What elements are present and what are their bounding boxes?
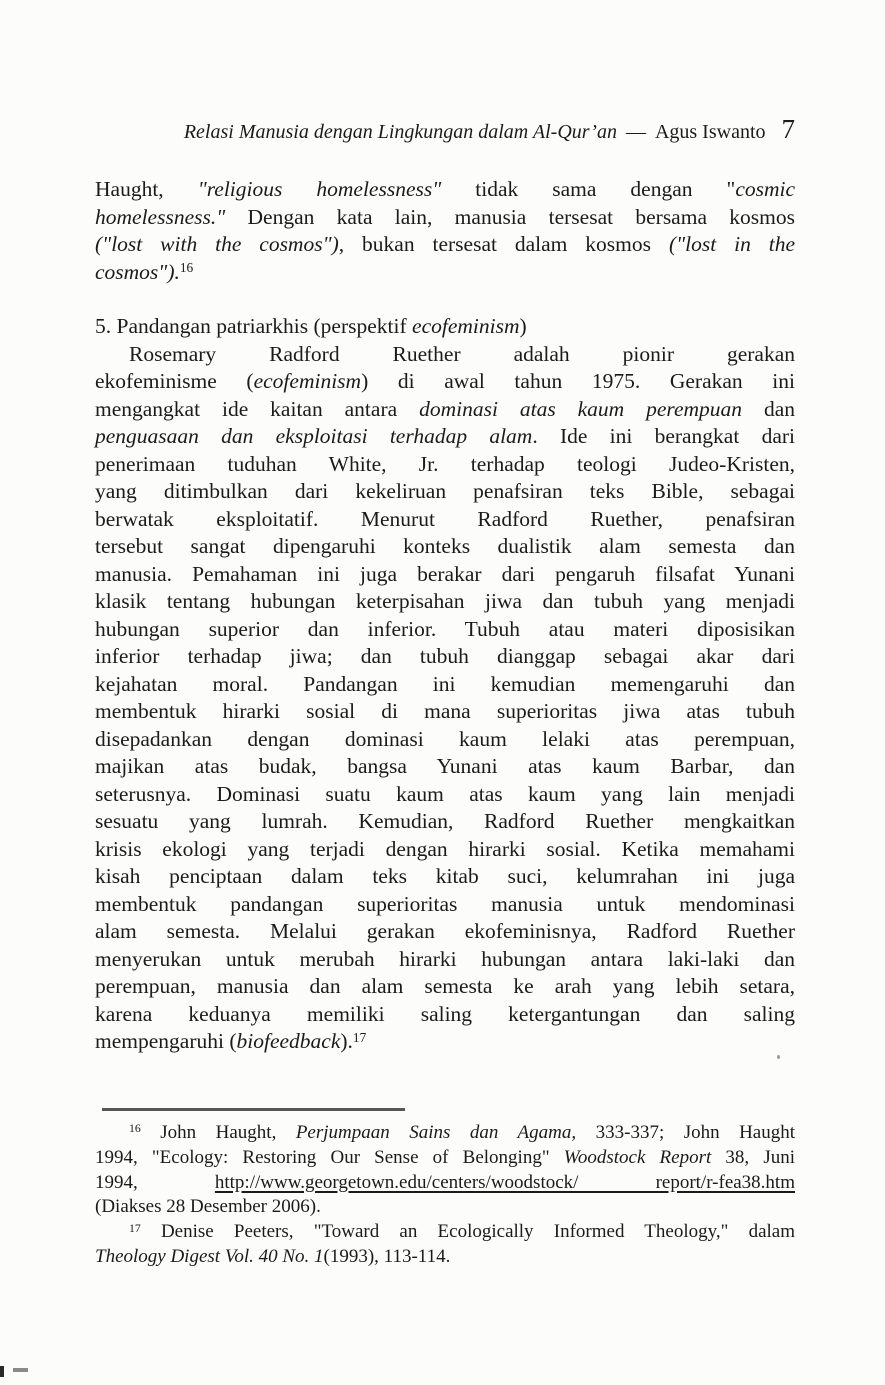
text-segment: cosmos"). — [95, 259, 180, 284]
text-line — [95, 973, 795, 1001]
text-segment: ("lost in the — [668, 232, 795, 256]
text-segment: membentuk pandangan superioritas manusia untuk mendominasi — [95, 891, 795, 916]
text-segment: 5. Pandangan patriarkhis (perspektif — [95, 314, 413, 338]
text-line — [95, 946, 795, 974]
text-segment: Perjumpaan Sains dan Agama, — [295, 1122, 577, 1143]
text-segment: alam semesta. Melalui gerakan ekofeminisnya, Radford Ruether — [95, 919, 795, 943]
footnotes-block — [95, 1121, 795, 1270]
header-author: Agus Iswanto — [654, 121, 766, 143]
footnote-17 — [95, 1220, 795, 1270]
text-line — [95, 423, 795, 451]
text-segment: , bukan tersesat dalam kosmos — [338, 232, 669, 256]
text-line — [95, 588, 795, 616]
text-segment: manusia. Pemahaman ini juga berakar dari pengaruh filsafat Yunani — [95, 561, 795, 586]
text-segment: ("lost with the cosmos") — [95, 232, 339, 256]
text-segment: disepadankan dengan dominasi kaum lelaki atas perempuan, — [95, 726, 795, 751]
text-segment: karena keduanya memiliki saling ketergantungan dan saling — [95, 1001, 795, 1026]
text-segment: ) — [519, 314, 527, 338]
text-segment: mengangkat ide kaitan antara — [95, 396, 420, 421]
text-segment: homelessness." — [95, 204, 226, 229]
footnote-reference: 17 — [352, 1029, 367, 1045]
text-line — [95, 506, 795, 534]
text-segment: Rosemary Radford Ruether adalah pionir gerakan — [129, 341, 795, 366]
footnote-reference: 16 — [179, 260, 194, 276]
text-line — [95, 643, 795, 671]
text-segment: 333-337; John Haught — [576, 1122, 796, 1143]
text-segment: dominasi atas kaum perempuan — [419, 396, 743, 421]
text-segment: tidak sama dengan " — [441, 177, 736, 201]
text-line — [95, 231, 795, 259]
text-line — [95, 1001, 795, 1029]
scan-artifact-mark — [0, 1366, 4, 1377]
text-segment: menyerukan untuk merubah hirarki hubungan antara laki-laki dan — [95, 946, 795, 971]
text-line — [95, 891, 795, 919]
scan-artifact-speck — [777, 1055, 780, 1059]
text-segment: biofeedback — [236, 1029, 341, 1053]
text-segment: inferior terhadap jiwa; dan tubuh dianggap sebagai akar dari — [95, 644, 795, 668]
running-header — [95, 114, 795, 145]
text-line — [95, 368, 795, 396]
text-line — [95, 1121, 795, 1146]
text-line — [95, 1245, 795, 1270]
text-line — [95, 671, 795, 699]
text-segment: (Diakses 28 Desember 2006). — [95, 1196, 321, 1218]
text-segment: Theology Digest Vol. 40 No. 1 — [95, 1245, 324, 1267]
text-segment: penguasaan dan eksploitasi terhadap alam — [95, 424, 533, 448]
text-line — [95, 781, 795, 809]
header-title: Relasi Manusia dengan Lingkungan dalam Al-Qur’an — [183, 121, 617, 143]
text-segment: ecofeminism — [253, 369, 362, 393]
text-segment: tersebut sangat dipengaruhi konteks dualistik alam semesta dan — [95, 534, 795, 558]
text-line — [95, 1195, 795, 1220]
text-segment: krisis ekologi yang terjadi dengan hirarki sosial. Ketika memahami — [95, 836, 795, 861]
text-segment: membentuk hirarki sosial di mana superioritas jiwa atas tubuh — [95, 699, 795, 723]
header-dash: — — [625, 121, 646, 143]
text-line — [95, 204, 795, 232]
paragraph-main — [95, 341, 795, 1056]
footnote-16 — [95, 1121, 795, 1220]
text-line — [95, 753, 795, 781]
text-segment: klasik tentang hubungan keterpisahan jiwa dan tubuh yang menjadi — [95, 589, 795, 613]
text-segment: ecofeminism — [412, 314, 520, 338]
text-segment: Dengan kata lain, manusia tersesat bersama kosmos — [225, 204, 795, 229]
text-line — [95, 1028, 795, 1056]
text-segment: 38, Juni — [711, 1146, 795, 1168]
footnote-separator-rule — [102, 1108, 405, 1111]
footnote-reference: 17 — [129, 1221, 141, 1235]
text-segment: ekofeminisme ( — [95, 369, 254, 393]
paragraph-continuation — [95, 176, 795, 286]
text-segment: ) di awal tahun 1975. Gerakan ini — [361, 369, 795, 393]
text-segment: yang ditimbulkan dari kekeliruan penafsiran teks Bible, sebagai — [95, 479, 795, 503]
text-line — [95, 1171, 795, 1196]
text-line — [95, 1146, 795, 1171]
text-segment: penerimaan tuduhan White, Jr. terhadap teologi Judeo-Kristen, — [95, 451, 795, 476]
section-heading — [95, 313, 795, 341]
text-line — [95, 478, 795, 506]
text-segment: ). — [340, 1029, 353, 1053]
text-segment: kejahatan moral. Pandangan ini kemudian memengaruhi dan — [95, 671, 795, 696]
text-segment: mempengaruhi ( — [95, 1029, 237, 1053]
text-segment: 1994, — [95, 1171, 215, 1193]
text-segment: perempuan, manusia dan alam semesta ke arah yang lebih setara, — [95, 974, 795, 998]
text-line — [95, 451, 795, 479]
text-line — [95, 616, 795, 644]
text-segment: berwatak eksploitatif. Menurut Radford Ruether, penafsiran — [95, 506, 795, 531]
text-segment: (1993), 113-114. — [323, 1245, 451, 1267]
text-line — [95, 726, 795, 754]
text-line — [95, 313, 795, 341]
text-line — [95, 918, 795, 946]
text-segment: "religious homelessness" — [197, 177, 442, 201]
text-segment: 1994, "Ecology: Restoring Our Sense of Belonging" — [95, 1146, 564, 1168]
text-line — [95, 533, 795, 561]
text-line — [95, 863, 795, 891]
text-segment: Denise Peeters, "Toward an Ecologically Informed Theology," dalam — [140, 1221, 795, 1243]
text-line — [95, 808, 795, 836]
text-line — [95, 396, 795, 424]
body-text-block — [95, 176, 795, 1056]
text-line — [95, 341, 795, 369]
footnote-url-text: http://www.georgetown.edu/centers/woodstock/ report/r-fea38.htm — [214, 1171, 795, 1193]
text-line — [95, 698, 795, 726]
text-line — [95, 561, 795, 589]
text-segment: seterusnya. Dominasi suatu kaum atas kaum yang lain menjadi — [95, 781, 795, 806]
text-segment: majikan atas budak, bangsa Yunani atas kaum Barbar, dan — [95, 754, 795, 778]
text-line — [95, 176, 795, 204]
text-segment: Haught, — [95, 177, 198, 201]
text-segment: John Haught, — [140, 1122, 296, 1143]
footnote-reference: 16 — [129, 1122, 141, 1136]
text-segment: sesuatu yang lumrah. Kemudian, Radford Ruether mengkaitkan — [95, 809, 795, 833]
scan-artifact-dash — [13, 1368, 28, 1372]
text-line — [95, 259, 795, 287]
text-segment: . Ide ini berangkat dari — [532, 424, 795, 448]
text-line — [95, 836, 795, 864]
page-number: 7 — [781, 114, 795, 144]
text-segment: kisah penciptaan dalam teks kitab suci, kelumrahan ini juga — [95, 864, 795, 888]
text-line — [95, 1220, 795, 1245]
text-segment: dan — [742, 396, 795, 421]
text-segment: hubungan superior dan inferior. Tubuh atau materi diposisikan — [95, 616, 795, 641]
text-segment: Woodstock Report — [563, 1146, 712, 1168]
text-segment: cosmic — [735, 177, 796, 201]
